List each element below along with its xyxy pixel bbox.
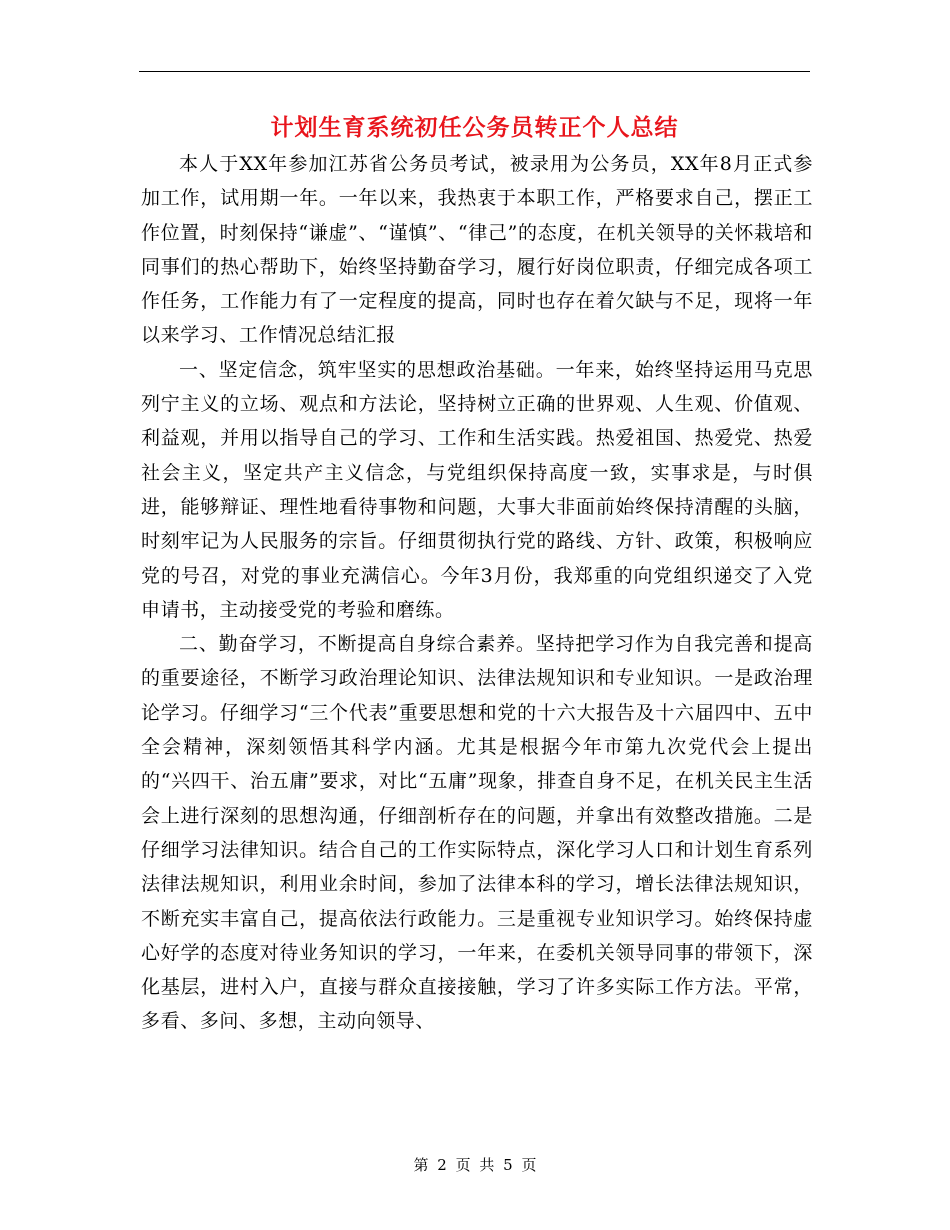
document-body [141,147,813,1039]
document-title: 计划生育系统初任公务员转正个人总结 [270,114,679,141]
paragraph-section-1: 一、坚定信念，筑牢坚实的思想政治基础。一年来，始终坚持运用马克思列宁主义的立场、观点和方法论，坚持树立正确的世界观、人生观、价值观、利益观，并用以指导自己的学习、工作和生活实践。热爱祖国、热爱党、热爱社会主义，坚定共产主义信念，与党组织保持高度一致，实事求是，与时俱进，能够辩证、理性地看待事物和问题，大事大非面前始终保持清醒的头脑，时刻牢记为人民服务的宗旨。仔细贯彻执行党的路线、方针、政策，积极响应党的号召，对党的事业充满信心。今年3月份，我郑重的向党组织递交了入党申请书，主动接受党的考验和磨练。 [141,358,813,621]
header-rule [139,71,810,72]
page-number: 第 2 页 共 5 页 [413,1156,537,1174]
paragraph-section-2: 二、勤奋学习，不断提高自身综合素养。坚持把学习作为自我完善和提高的重要途径，不断学习政治理论知识、法律法规知识和专业知识。一是政治理论学习。仔细学习“三个代表”重要思想和党的十六大报告及十六届四中、五中全会精神，深刻领悟其科学内涵。尤其是根据今年市第九次党代会上提出的“兴四干、治五庸”要求，对比“五庸”现象，排查自身不足，在机关民主生活会上进行深刻的思想沟通，仔细剖析存在的问题，并拿出有效整改措施。二是仔细学习法律知识。结合自己的工作实际特点，深化学习人口和计划生育系列法律法规知识，利用业余时间，参加了法律本科的学习，增长法律法规知识，不断充实丰富自己，提高依法行政能力。三是重视专业知识学习。始终保持虚心好学的态度对待业务知识的学习，一年来，在委机关领导同事的带领下，深化基层，进村入户，直接与群众直接接触，学习了许多实际工作方法。平常，多看、多问、多想，主动向领导、 [141,633,813,1033]
paragraph-intro: 本人于XX年参加江苏省公务员考试，被录用为公务员，XX年8月正式参加工作，试用期一年。一年以来，我热衷于本职工作，严格要求自己，摆正工作位置，时刻保持“谦虚”、“谨慎”、“律己”的态度，在机关领导的关怀栽培和同事们的热心帮助下，始终坚持勤奋学习，履行好岗位职责，仔细完成各项工作任务，工作能力有了一定程度的提高，同时也存在着欠缺与不足，现将一年以来学习、工作情况总结汇报 [141,153,813,347]
